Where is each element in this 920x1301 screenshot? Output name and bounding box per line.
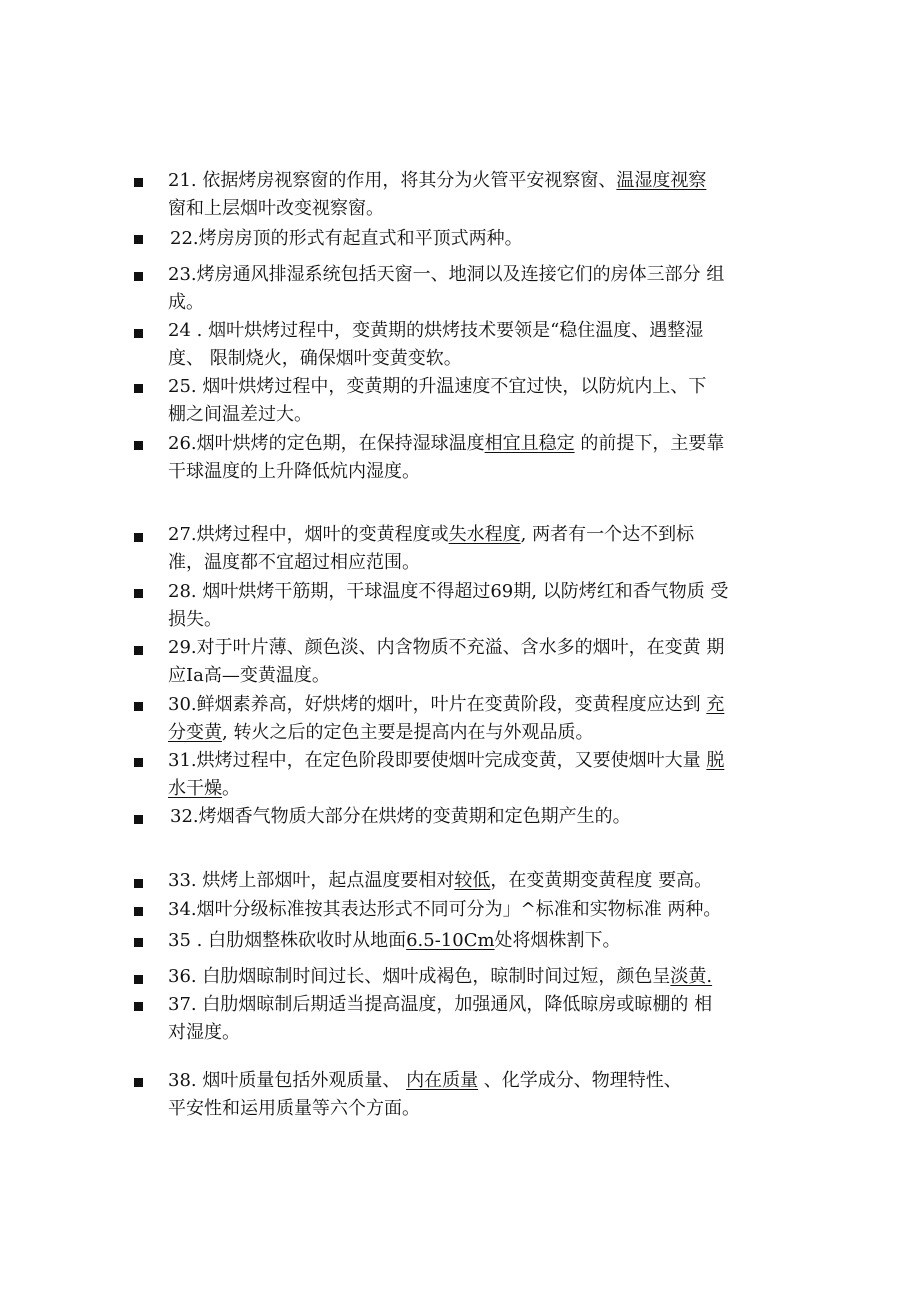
item-23-line-2: 成。 — [168, 292, 204, 313]
item-24-line-2: 度、 限制烧火，确保烟叶变黄变软。 — [168, 348, 462, 369]
item-32-line-1: 32.烤烟香气物质大部分在烘烤的变黄期和定色期产生的。 — [170, 806, 631, 827]
bullet-marker — [134, 907, 143, 916]
bullet-marker — [134, 441, 143, 450]
item-27-line-1: 27.烘烤过程中，烟叶的变黄程度或失水程度, 两者有一个达不到标 — [168, 524, 695, 545]
item-23-line-1: 23.烤房通风排湿系统包括天窗一、地洞以及连接它们的房体三部分 组 — [168, 264, 725, 285]
bullet-marker — [134, 938, 143, 947]
item-27-line-2: 准，温度都不宜超过相应范围。 — [168, 552, 420, 573]
bullet-marker — [134, 329, 143, 338]
bullet-marker — [134, 1002, 143, 1011]
item-28-line-2: 损失。 — [168, 609, 222, 630]
item-29-line-1: 29.对于叶片薄、颜色淡、内含物质不充溢、含水多的烟叶，在变黄 期 — [168, 637, 725, 658]
item-35-line-1: 35 . 白肋烟整株砍收时从地面6.5-10Cm处将烟株割下。 — [168, 930, 621, 951]
bullet-marker — [134, 589, 143, 598]
item-21-line-1: 21. 依据烤房视察窗的作用，将其分为火管平安视察窗、温湿度视察 — [168, 170, 707, 191]
item-26-line-1: 26.烟叶烘烤的定色期，在保持湿球温度相宜且稳定 的前提下，主要靠 — [168, 433, 725, 454]
bullet-marker — [134, 879, 143, 888]
item-28-line-1: 28. 烟叶烘烤干筋期，干球温度不得超过69期, 以防烤红和香气物质 受 — [168, 581, 729, 602]
item-38-line-1: 38. 烟叶质量包括外观质量、 内在质量 、化学成分、物理特性、 — [168, 1070, 682, 1091]
item-37-line-1: 37. 白肋烟晾制后期适当提高温度，加强通风，降低晾房或晾棚的 相 — [168, 994, 713, 1015]
bullet-marker — [134, 758, 143, 767]
item-25-line-1: 25. 烟叶烘烤过程中，变黄期的升温速度不宜过快，以防炕内上、下 — [168, 376, 707, 397]
item-29-line-2: 应Ia高—变黄温度。 — [168, 665, 330, 686]
bullet-marker — [134, 975, 143, 984]
item-26-line-2: 干球温度的上升降低炕内湿度。 — [168, 461, 420, 482]
item-37-line-2: 对湿度。 — [168, 1022, 240, 1043]
item-31-line-1: 31.烘烤过程中，在定色阶段即要使烟叶完成变黄，又要使烟叶大量 脱 — [168, 750, 725, 771]
bullet-marker — [134, 1078, 143, 1087]
bullet-marker — [134, 384, 143, 393]
item-33-line-1: 33. 烘烤上部烟叶，起点温度要相对较低，在变黄期变黄程度 要高。 — [168, 870, 713, 891]
item-21-line-2: 窗和上层烟叶改变视察窗。 — [168, 198, 384, 219]
item-38-line-2: 平安性和运用质量等六个方面。 — [168, 1098, 420, 1119]
bullet-marker — [134, 235, 143, 244]
item-24-line-1: 24 . 烟叶烘烤过程中，变黄期的烘烤技术要领是“稳住温度、遇整湿 — [168, 320, 704, 341]
item-22-line-1: 22.烤房房顶的形式有起直式和平顶式两种。 — [170, 228, 523, 249]
bullet-marker — [134, 178, 143, 187]
bullet-marker — [134, 646, 143, 655]
bullet-marker — [134, 702, 143, 711]
item-30-line-2: 分变黄, 转火之后的定色主要是提高内在与外观品质。 — [168, 722, 594, 743]
item-30-line-1: 30.鲜烟素养高，好烘烤的烟叶，叶片在变黄阶段，变黄程度应达到 充 — [168, 694, 725, 715]
bullet-marker — [134, 533, 143, 542]
item-34-line-1: 34.烟叶分级标准按其表达形式不同可分为」^标准和实物标准 两种。 — [168, 899, 722, 920]
item-31-line-2: 水干燥。 — [168, 778, 240, 799]
item-36-line-1: 36. 白肋烟晾制时间过长、烟叶成褐色，晾制时间过短，颜色呈淡黄. — [168, 966, 713, 987]
bullet-marker — [134, 272, 143, 281]
item-25-line-2: 棚之间温差过大。 — [168, 404, 312, 425]
bullet-marker — [134, 815, 143, 824]
